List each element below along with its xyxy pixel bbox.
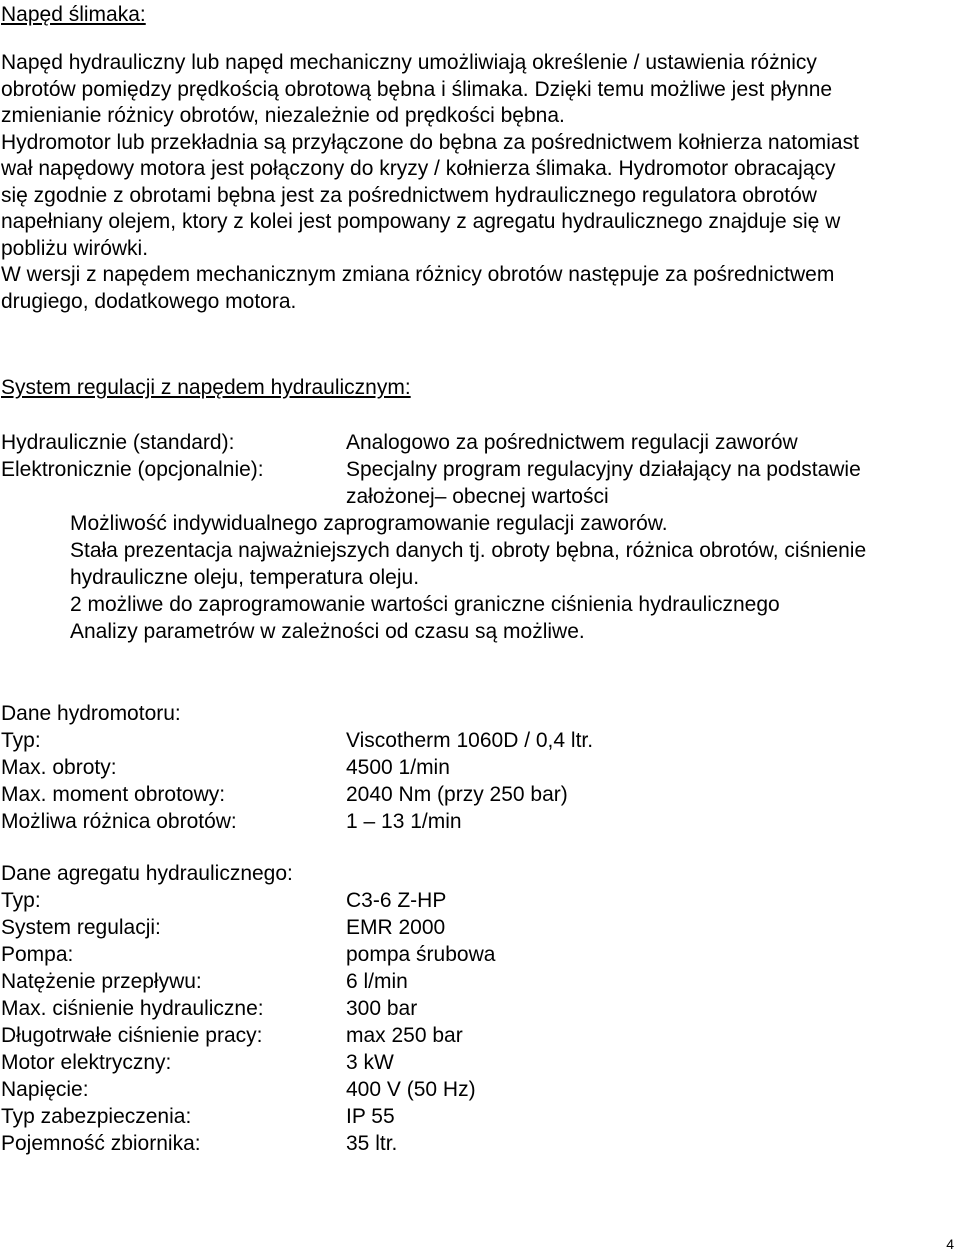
spec-label: Napięcie: <box>1 1078 89 1101</box>
spec-label: Pompa: <box>1 943 74 966</box>
spec-value: 35 ltr. <box>346 1132 398 1155</box>
feature-line: Stała prezentacja najważniejszych danych tj. obroty bębna, różnica obrotów, ciśnienie <box>70 539 867 562</box>
paragraph-line: pobliżu wirówki. <box>1 236 149 260</box>
paragraph-line: się zgodnie z obrotami bębna jest za pośrednictwem hydraulicznego regulatora obrotów <box>1 183 817 207</box>
intro-paragraph <box>1 50 959 315</box>
spec-value: pompa śrubowa <box>346 943 496 966</box>
spec-value: 2040 Nm (przy 250 bar) <box>346 783 568 806</box>
feature-line: 2 możliwe do zaprogramowanie wartości graniczne ciśnienia hydraulicznego <box>70 593 780 616</box>
regulation-label: Elektronicznie (opcjonalnie): <box>1 458 264 481</box>
spec-value: 4500 1/min <box>346 756 450 779</box>
feature-line: hydrauliczne oleju, temperatura oleju. <box>70 566 420 589</box>
spec-value: 400 V (50 Hz) <box>346 1078 476 1101</box>
regulation-label: Hydraulicznie (standard): <box>1 431 235 454</box>
spec-label: Motor elektryczny: <box>1 1051 172 1074</box>
section-title: Napęd ślimaka: <box>1 3 146 26</box>
spec-value: IP 55 <box>346 1105 395 1128</box>
spec-label: Pojemność zbiornika: <box>1 1132 201 1155</box>
hydromotor-heading: Dane hydromotoru: <box>1 702 181 725</box>
spec-label: Typ zabezpieczenia: <box>1 1105 192 1128</box>
spec-value: 1 – 13 1/min <box>346 810 462 833</box>
feature-line: Możliwość indywidualnego zaprogramowanie regulacji zaworów. <box>70 512 668 535</box>
paragraph-line: zmienianie różnicy obrotów, niezależnie od prędkości bębna. <box>1 104 565 127</box>
regulation-value: Specjalny program regulacyjny działający na podstawie <box>346 458 861 481</box>
spec-label: Max. moment obrotowy: <box>1 783 226 806</box>
paragraph-line: wał napędowy motora jest połączony do kryzy / kołnierza ślimaka. Hydromotor obracający <box>1 157 836 180</box>
spec-label: Długotrwałe ciśnienie pracy: <box>1 1024 263 1047</box>
regulation-value: Analogowo za pośrednictwem regulacji zaworów <box>346 431 798 454</box>
spec-value: 6 l/min <box>346 970 408 993</box>
spec-label: Max. obroty: <box>1 756 117 779</box>
spec-label: Typ: <box>1 729 41 752</box>
paragraph-line: obrotów pomiędzy prędkością obrotową bębna i ślimaka. Dzięki temu możliwe jest płynne <box>1 77 833 101</box>
spec-label: System regulacji: <box>1 916 161 939</box>
spec-value: C3-6 Z-HP <box>346 889 447 912</box>
spec-value: max 250 bar <box>346 1024 463 1047</box>
regulation-value-continuation: założonej– obecnej wartości <box>346 485 609 508</box>
aggregate-heading: Dane agregatu hydraulicznego: <box>1 862 293 885</box>
spec-label: Możliwa różnica obrotów: <box>1 810 237 833</box>
spec-label: Max. ciśnienie hydrauliczne: <box>1 997 264 1020</box>
spec-value: 3 kW <box>346 1051 394 1074</box>
spec-label: Typ: <box>1 889 41 912</box>
paragraph-line: napełniany olejem, ktory z kolei jest pompowany z agregatu hydraulicznego znajduje się w <box>1 210 841 233</box>
page-number: 4 <box>946 1236 954 1252</box>
paragraph-line: drugiego, dodatkowego motora. <box>1 289 297 313</box>
paragraph-line: Napęd hydrauliczny lub napęd mechaniczny umożliwiają określenie / ustawienia różnicy <box>1 51 817 74</box>
paragraph-line: Hydromotor lub przekładnia są przyłączone do bębna za pośrednictwem kołnierza natomiast <box>1 130 859 154</box>
spec-value: 300 bar <box>346 997 418 1020</box>
spec-value: Viscotherm 1060D / 0,4 ltr. <box>346 729 594 752</box>
paragraph-line: W wersji z napędem mechanicznym zmiana różnicy obrotów następuje za pośrednictwem <box>1 263 835 286</box>
regulation-heading: System regulacji z napędem hydraulicznym: <box>1 376 411 399</box>
feature-line: Analizy parametrów w zależności od czasu są możliwe. <box>70 620 585 643</box>
spec-label: Natężenie przepływu: <box>1 970 202 993</box>
spec-value: EMR 2000 <box>346 916 446 939</box>
